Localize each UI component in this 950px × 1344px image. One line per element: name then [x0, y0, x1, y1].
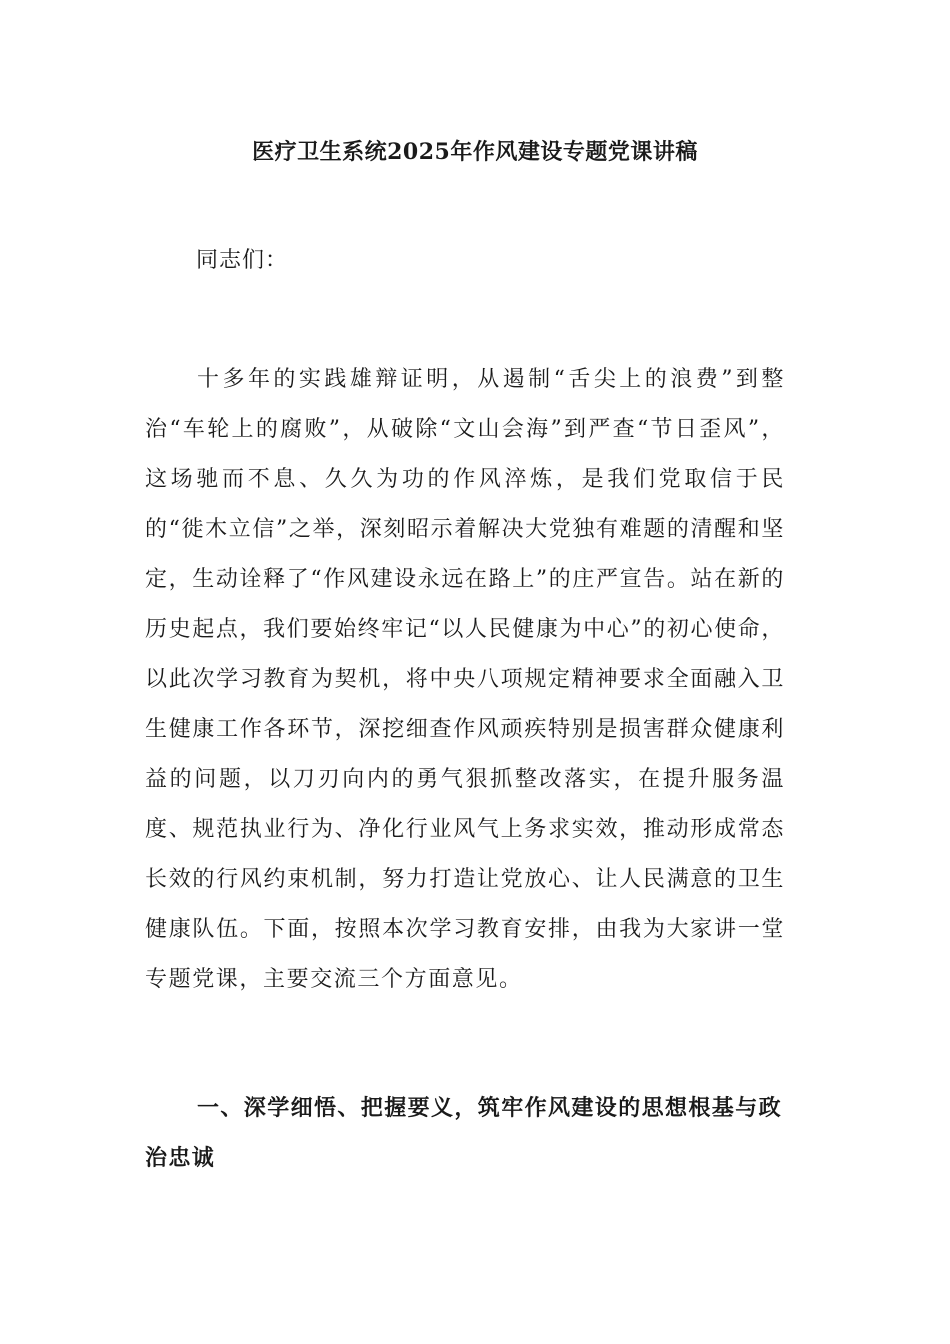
- document-title: 医疗卫生系统2025年作风建设专题党课讲稿: [252, 139, 698, 165]
- body-paragraph: 十多年的实践雄辩证明，从遏制“舌尖上的浪费”到整治“车轮上的腐败”，从破除“文山会海”到严查“节日歪风”，这场驰而不息、久久为功的作风淬炼，是我们党取信于民的“徙木立信”之举，深刻昭示着解决大党独有难题的清醒和坚定，生动诠释了“作风建设永远在路上”的庄严宣告。站在新的历史起点，我们要始终牢记“以人民健康为中心”的初心使命，以此次学习教育为契机，将中央八项规定精神要求全面融入卫生健康工作各环节，深挖细查作风顽疾特别是损害群众健康利益的问题，以刀刃向内的勇气狠抓整改落实，在提升服务温度、规范执业行为、净化行业风气上务求实效，推动形成常态长效的行风约束机制，努力打造让党放心、让人民满意的卫生健康队伍。下面，按照本次学习教育安排，由我为大家讲一堂专题党课，主要交流三个方面意见。: [145, 367, 785, 992]
- salutation: 同志们：: [196, 248, 289, 273]
- section-heading: 一、深学细悟、把握要义，筑牢作风建设的思想根基与政治忠诚: [145, 1095, 783, 1171]
